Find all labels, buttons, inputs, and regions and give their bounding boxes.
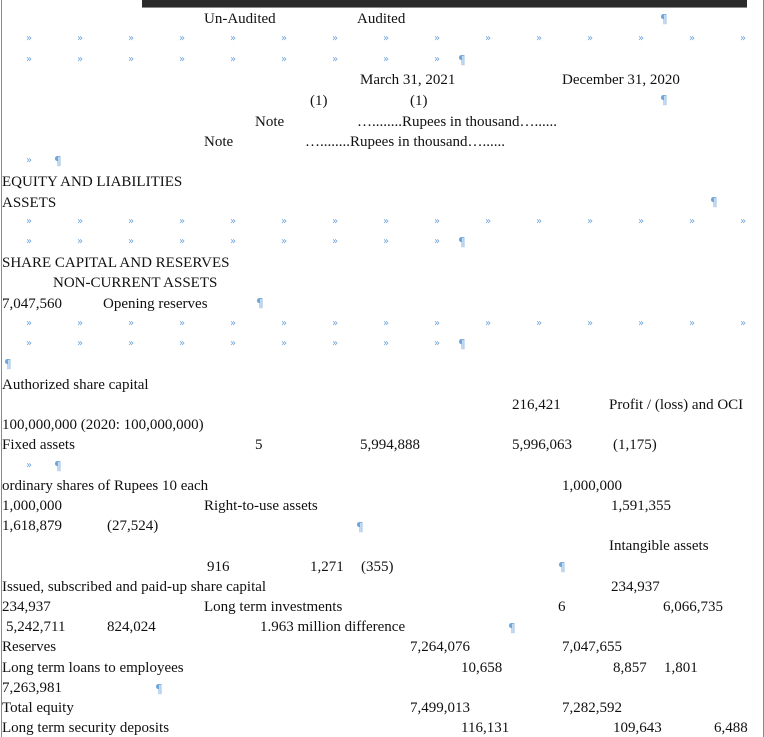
tab-mark-icon: » <box>332 216 339 227</box>
tab-mark-icon: » <box>536 33 543 45</box>
paragraph-mark-icon: ¶ <box>458 235 466 250</box>
tab-mark-icon: » <box>332 33 339 45</box>
tab-mark-icon: » <box>128 216 135 227</box>
amount: 1,801 <box>664 660 698 676</box>
statement-line <box>0 395 764 415</box>
statement-line <box>0 375 764 395</box>
statement-line <box>0 536 764 556</box>
amount: 7,499,013 <box>410 700 470 716</box>
section-heading-line <box>0 273 764 293</box>
tab-mark-icon: » <box>230 53 237 65</box>
tab-mark-icon: » <box>740 317 747 329</box>
tab-mark-icon: » <box>230 337 237 349</box>
amount: 216,421 <box>512 397 561 413</box>
statement-line <box>0 294 764 314</box>
tab-mark-icon: » <box>230 216 237 227</box>
tab-mark-icon: » <box>689 216 696 227</box>
tab-mark-icon: » <box>26 155 33 167</box>
tab-mark-icon: » <box>434 317 441 329</box>
formatting-marks-row <box>0 232 764 252</box>
column-header-unaudited: Un-Audited <box>204 11 276 27</box>
amount: 8,857 <box>613 660 647 676</box>
unit-line-2 <box>0 132 764 152</box>
paragraph-mark-icon: ¶ <box>256 296 264 311</box>
line-item-label: Opening reserves <box>103 296 208 312</box>
tab-mark-icon: » <box>689 33 696 45</box>
tab-mark-icon: » <box>587 33 594 45</box>
note-number: 6 <box>558 599 566 615</box>
tab-mark-icon: » <box>485 33 492 45</box>
tab-mark-icon: » <box>434 33 441 45</box>
note-label: Note <box>255 114 285 130</box>
tab-mark-icon: » <box>26 53 33 65</box>
amount: 5,996,063 <box>512 437 572 453</box>
tab-mark-icon: » <box>281 33 288 45</box>
formatting-marks-row <box>0 29 764 49</box>
amount: 916 <box>207 559 230 575</box>
line-item-label: Authorized share capital <box>2 377 149 393</box>
tab-mark-icon: » <box>332 53 339 65</box>
statement-line <box>0 658 764 678</box>
note-ref-prior: (1) <box>410 93 428 109</box>
line-item-label: Reserves <box>2 639 57 655</box>
amount: (355) <box>361 559 394 575</box>
amount: 7,282,592 <box>562 700 622 716</box>
tab-mark-icon: » <box>128 53 135 65</box>
statement-line <box>0 496 764 516</box>
paragraph-mark-icon: ¶ <box>458 52 466 67</box>
section-heading: ASSETS <box>2 195 57 211</box>
tab-mark-icon: » <box>281 317 288 329</box>
tab-mark-icon: » <box>638 216 645 227</box>
tab-mark-icon: » <box>77 236 84 248</box>
note-number: 5 <box>255 437 263 453</box>
tab-mark-icon: » <box>179 337 186 349</box>
line-item-label: Issued, subscribed and paid-up share capital <box>2 579 267 595</box>
remark: 1.963 million difference <box>260 619 406 635</box>
tab-mark-icon: » <box>26 459 33 471</box>
tab-mark-icon: » <box>536 317 543 329</box>
tab-mark-icon: » <box>383 317 390 329</box>
tab-mark-icon: » <box>26 33 33 45</box>
line-item-label: Long term loans to employees <box>2 660 184 676</box>
date-current: March 31, 2021 <box>360 72 456 88</box>
statement-line <box>0 435 764 455</box>
paragraph-mark-icon: ¶ <box>558 560 566 575</box>
tab-mark-icon: » <box>26 337 33 349</box>
amount: 824,024 <box>107 619 156 635</box>
tab-mark-icon: » <box>179 236 186 248</box>
tab-mark-icon: » <box>26 317 33 329</box>
amount: 5,242,711 <box>6 619 66 635</box>
amount: 5,994,888 <box>360 437 420 453</box>
tab-mark-icon: » <box>77 33 84 45</box>
amount: 1,618,879 <box>2 518 62 534</box>
amount: 116,131 <box>461 720 510 736</box>
statement-line <box>0 577 764 597</box>
tab-mark-icon: » <box>230 317 237 329</box>
paragraph-mark-icon: ¶ <box>155 681 163 696</box>
paragraph-mark-icon: ¶ <box>54 154 62 169</box>
tab-mark-icon: » <box>485 317 492 329</box>
tab-mark-icon: » <box>332 236 339 248</box>
amount: 6,066,735 <box>663 599 723 615</box>
tab-mark-icon: » <box>179 216 186 227</box>
tab-mark-icon: » <box>77 216 84 227</box>
statement-line <box>0 476 764 496</box>
paragraph-mark-icon: ¶ <box>54 458 62 473</box>
tab-mark-icon: » <box>536 216 543 227</box>
tab-mark-icon: » <box>179 33 186 45</box>
paragraph-mark-icon: ¶ <box>660 93 668 108</box>
statement-line <box>0 718 764 737</box>
tab-mark-icon: » <box>485 216 492 227</box>
statement-line <box>0 415 764 435</box>
amount: (27,524) <box>107 518 159 534</box>
tab-mark-icon: » <box>128 236 135 248</box>
date-prior: December 31, 2020 <box>562 72 680 88</box>
formatting-marks-row <box>0 314 764 334</box>
tab-mark-icon: » <box>740 33 747 45</box>
tab-mark-icon: » <box>332 337 339 349</box>
statement-line <box>0 597 764 617</box>
section-heading: EQUITY AND LIABILITIES <box>2 174 183 190</box>
header-line <box>0 9 764 29</box>
paragraph-mark-icon: ¶ <box>710 194 718 209</box>
tab-mark-icon: » <box>230 33 237 45</box>
tab-mark-icon: » <box>128 337 135 349</box>
date-line <box>0 70 764 90</box>
paragraph-mark-icon: ¶ <box>660 12 668 26</box>
amount: 7,047,560 <box>2 296 62 312</box>
unit-line <box>0 112 764 132</box>
amount: 1,000,000 <box>2 498 62 514</box>
tab-mark-icon: » <box>281 53 288 65</box>
tab-mark-icon: » <box>77 53 84 65</box>
tab-mark-icon: » <box>689 317 696 329</box>
statement-line <box>0 516 764 536</box>
paragraph-mark-icon: ¶ <box>4 357 12 372</box>
section-heading: NON-CURRENT ASSETS <box>53 275 218 291</box>
tab-mark-icon: » <box>434 216 441 227</box>
tab-mark-icon: » <box>434 337 441 349</box>
statement-line <box>0 637 764 657</box>
statement-line <box>0 617 764 637</box>
amount: (1,175) <box>613 437 657 453</box>
tab-mark-icon: » <box>434 236 441 248</box>
formatting-marks-row <box>0 354 764 374</box>
tab-mark-icon: » <box>638 317 645 329</box>
formatting-marks-row <box>0 151 764 171</box>
tab-mark-icon: » <box>332 317 339 329</box>
tab-mark-icon: » <box>638 33 645 45</box>
amount: 10,658 <box>461 660 503 676</box>
statement-line <box>0 557 764 577</box>
section-heading-line <box>0 172 764 192</box>
unit-label: …........Rupees in thousand…...... <box>357 114 557 130</box>
line-item-label: 100,000,000 (2020: 100,000,000) <box>2 417 204 433</box>
tab-mark-icon: » <box>383 236 390 248</box>
tab-mark-icon: » <box>383 216 390 227</box>
formatting-marks-row <box>0 50 764 70</box>
tab-mark-icon: » <box>434 53 441 65</box>
amount: 7,264,076 <box>410 639 470 655</box>
formatting-marks-row <box>0 334 764 354</box>
line-item-label: Intangible assets <box>609 538 709 554</box>
unit-label: …........Rupees in thousand…...... <box>305 134 505 150</box>
tab-mark-icon: » <box>26 216 33 227</box>
tab-mark-icon: » <box>281 216 288 227</box>
tab-mark-icon: » <box>587 216 594 227</box>
paragraph-mark-icon: ¶ <box>356 519 364 534</box>
statement-line <box>0 678 764 698</box>
line-item-label: ordinary shares of Rupees 10 each <box>2 478 209 494</box>
section-heading-line <box>0 193 764 213</box>
line-item-label: Long term investments <box>204 599 343 615</box>
tab-mark-icon: » <box>740 216 747 227</box>
formatting-marks-row <box>0 456 764 476</box>
line-item-label: Long term security deposits <box>2 720 170 736</box>
section-heading-line <box>0 253 764 273</box>
amount: 1,271 <box>310 559 344 575</box>
tab-mark-icon: » <box>383 33 390 45</box>
line-item-label: Profit / (loss) and OCI <box>609 397 744 413</box>
formatting-marks-row <box>0 212 764 232</box>
tab-mark-icon: » <box>281 337 288 349</box>
tab-mark-icon: » <box>77 317 84 329</box>
paragraph-mark-icon: ¶ <box>458 336 466 351</box>
tab-mark-icon: » <box>128 33 135 45</box>
tab-mark-icon: » <box>281 236 288 248</box>
amount: 6,488 <box>714 720 748 736</box>
amount: 1,000,000 <box>562 478 622 494</box>
tab-mark-icon: » <box>230 236 237 248</box>
section-heading: SHARE CAPITAL AND RESERVES <box>2 255 230 271</box>
tab-mark-icon: » <box>128 317 135 329</box>
line-item-label: Total equity <box>2 700 74 716</box>
statement-line <box>0 698 764 718</box>
amount: 234,937 <box>2 599 51 615</box>
tab-mark-icon: » <box>383 53 390 65</box>
amount: 109,643 <box>613 720 662 736</box>
column-header-audited: Audited <box>357 11 406 27</box>
note-label: Note <box>204 134 234 150</box>
ruler-bar <box>142 0 747 8</box>
note-ref-current: (1) <box>310 93 328 109</box>
line-item-label: Right-to-use assets <box>204 498 318 514</box>
tab-mark-icon: » <box>383 337 390 349</box>
tab-mark-icon: » <box>587 317 594 329</box>
line-item-label: Fixed assets <box>2 437 75 453</box>
tab-mark-icon: » <box>179 53 186 65</box>
tab-mark-icon: » <box>77 337 84 349</box>
amount: 7,263,981 <box>2 680 62 696</box>
paragraph-mark-icon: ¶ <box>508 621 516 635</box>
amount: 234,937 <box>611 579 660 595</box>
tab-mark-icon: » <box>26 236 33 248</box>
tab-mark-icon: » <box>179 317 186 329</box>
amount: 7,047,655 <box>562 639 622 655</box>
amount: 1,591,355 <box>611 498 671 514</box>
note-ref-line <box>0 91 764 111</box>
